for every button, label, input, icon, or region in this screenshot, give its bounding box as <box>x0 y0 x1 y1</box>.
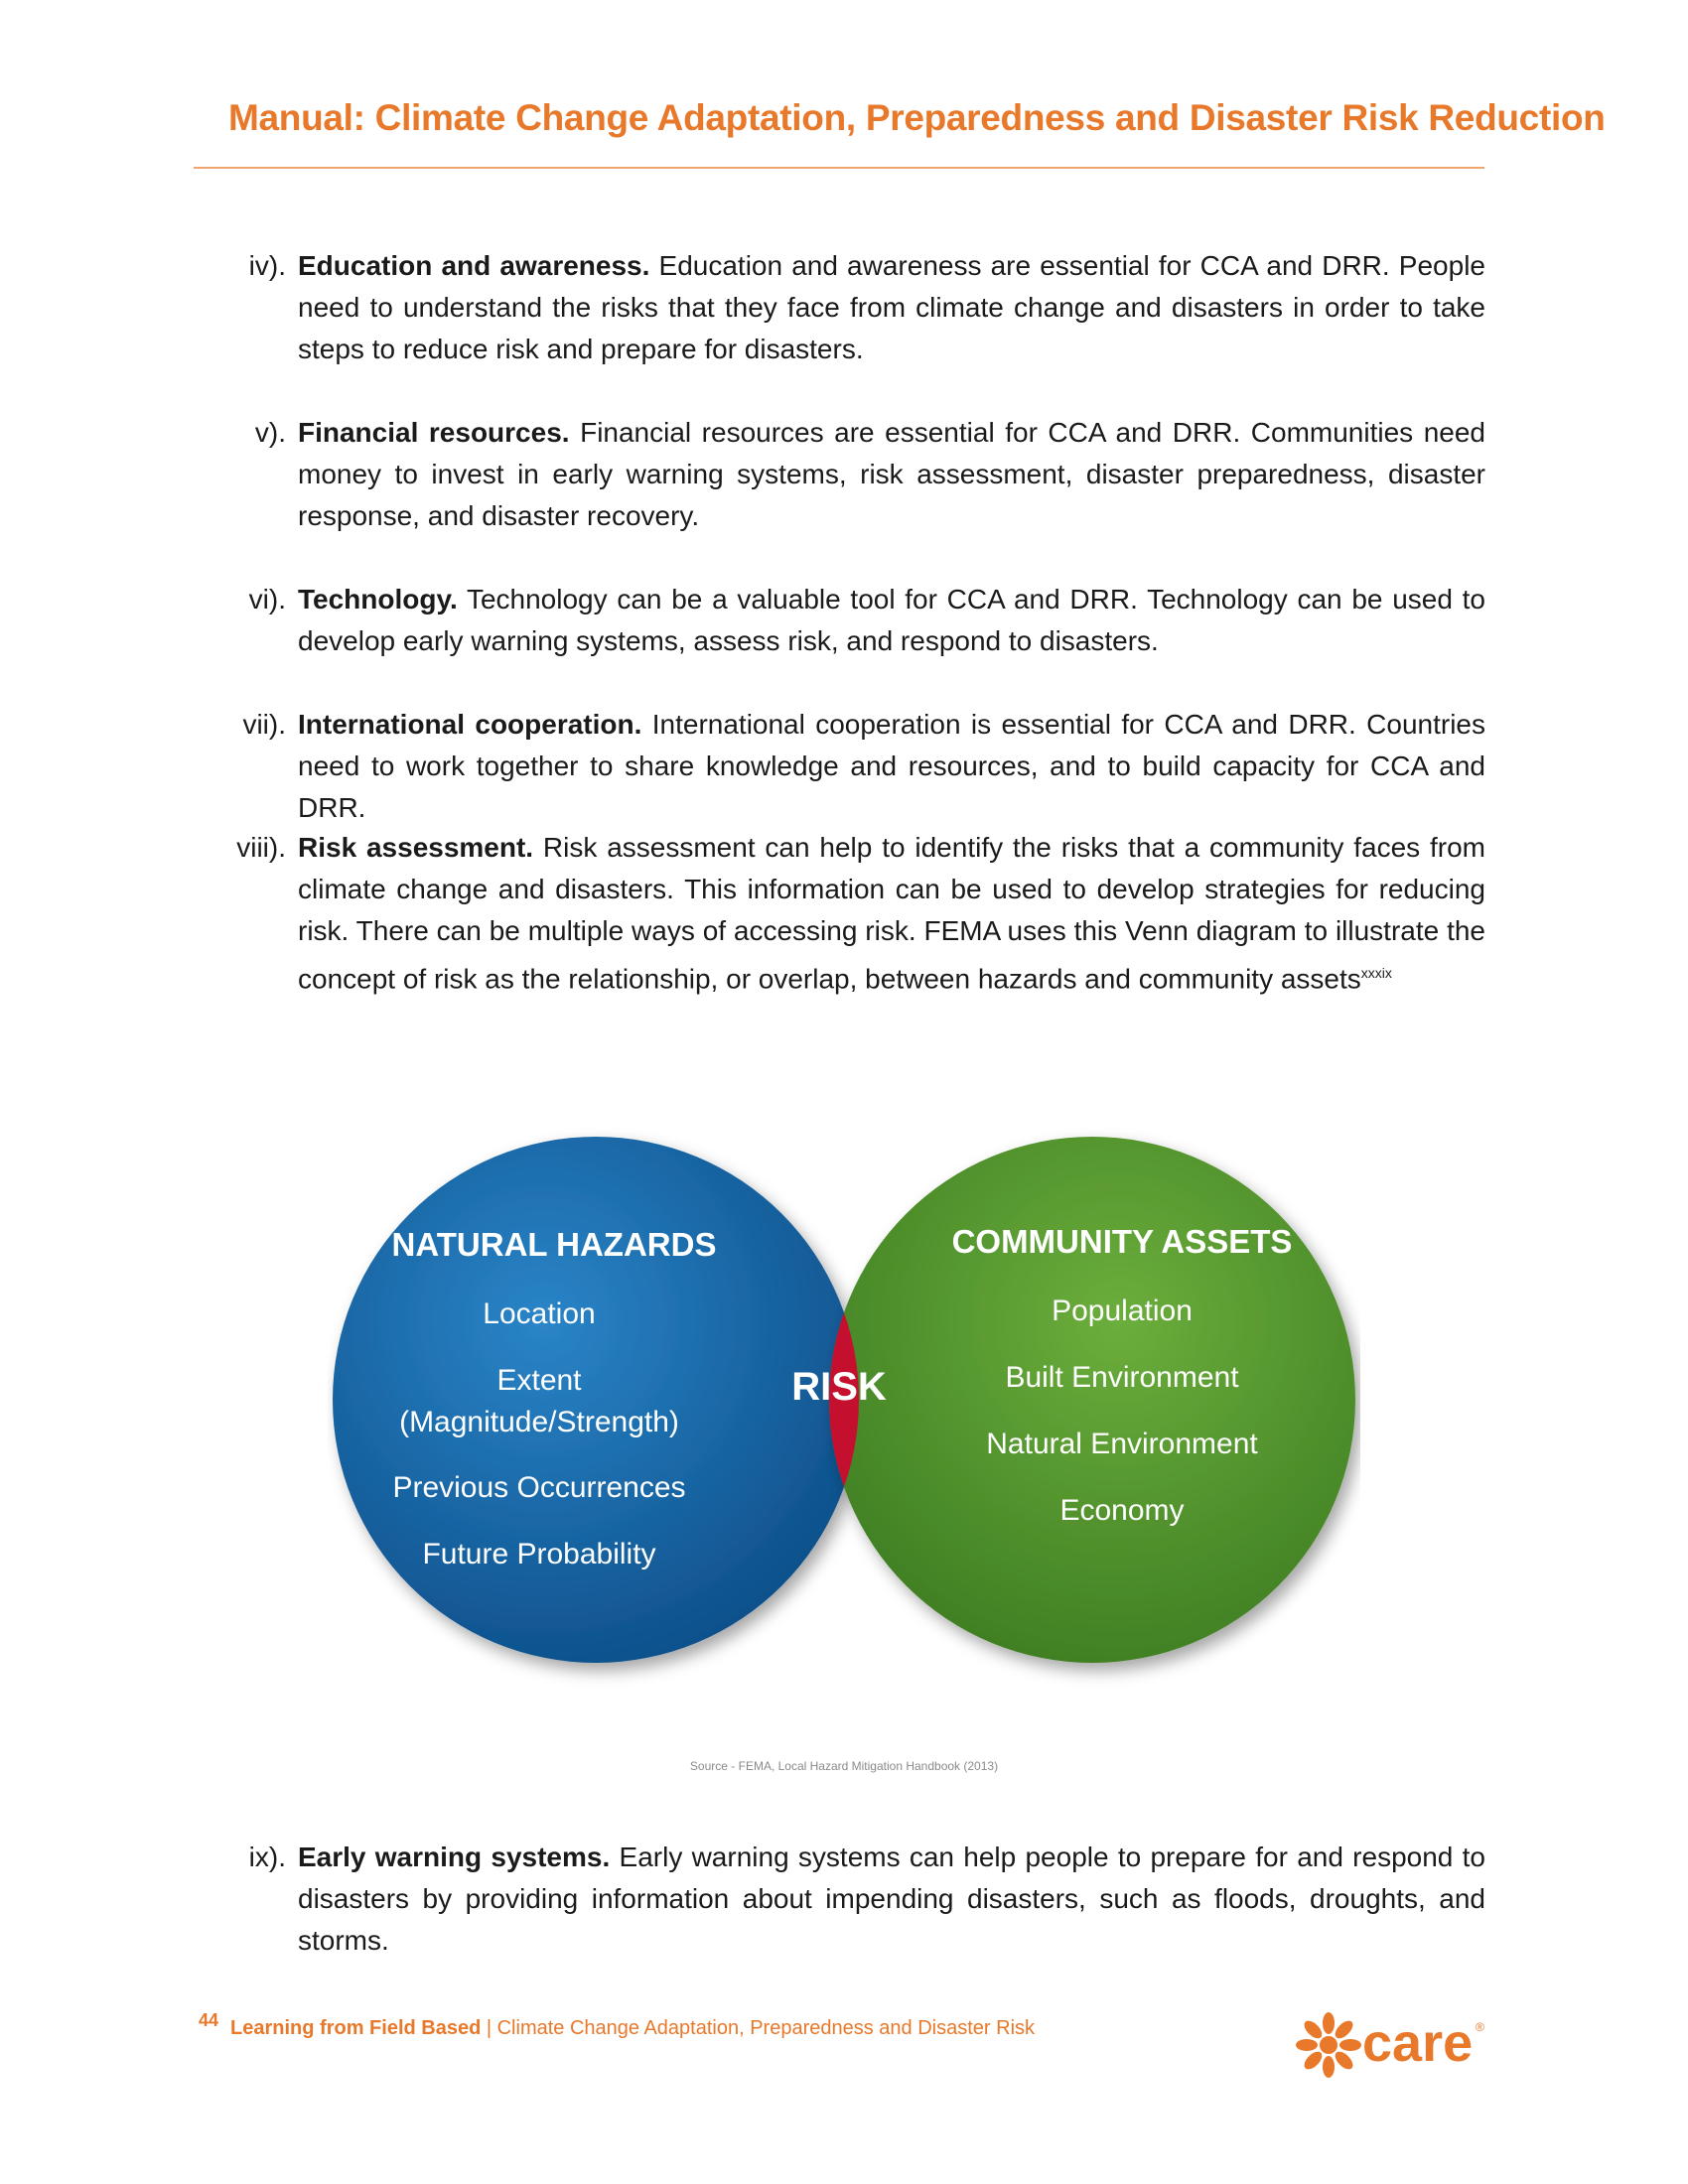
page-header-title: Manual: Climate Change Adaptation, Preparedness and Disaster Risk Reduction <box>228 97 1606 138</box>
list-item <box>226 245 1485 370</box>
footer-text: Climate Change Adaptation, Preparedness and Disaster Risk <box>496 2017 1036 2039</box>
figure-source: Source - FEMA, Local Hazard Mitigation Handbook (2013) <box>689 1759 999 1773</box>
asset-item: Economy <box>1059 1494 1185 1527</box>
care-logo <box>1291 2005 1489 2085</box>
community-assets-title: COMMUNITY ASSETS <box>951 1223 1293 1260</box>
hazard-item: Location <box>483 1297 596 1330</box>
item-term: Risk assessment. <box>298 832 534 863</box>
footnote-ref: xxxix <box>1360 965 1392 981</box>
item-number: ix). <box>248 1842 286 1872</box>
item-number: v). <box>254 417 286 448</box>
care-star-icon <box>1296 2012 1361 2078</box>
item-number: viii). <box>236 832 286 863</box>
list-item <box>226 1837 1485 1962</box>
list-item <box>226 827 1485 1000</box>
item-term: Technology. <box>298 584 458 614</box>
hazard-item: Future Probability <box>422 1538 656 1570</box>
page-number: 44 <box>199 2010 219 2030</box>
item-term: Education and awareness. <box>298 250 650 281</box>
risk-label: RISK <box>791 1365 887 1409</box>
item-number: iv). <box>248 250 286 281</box>
item-text: Risk assessment can help to identify the risks that a community faces from climate change and disasters. This information can be used to develop strategies for reducing risk. There can be multiple ways of accessing risk. FEMA uses this Venn diagram to illustrate the concept of risk as the relationship, or overlap, between hazards and community assets <box>298 832 1485 995</box>
item-number: vii). <box>242 709 286 740</box>
registered-mark: ® <box>1476 2020 1484 2034</box>
list-item <box>226 579 1485 662</box>
item-term: Financial resources. <box>298 417 570 448</box>
item-text: Financial resources are essential for CCA and DRR. Communities need money to invest in early warning systems, risk assessment, disaster preparedness, disaster response, and disaster recovery. <box>298 417 1485 531</box>
risk-venn-diagram <box>328 1062 1360 1717</box>
asset-item: Built Environment <box>1005 1361 1239 1394</box>
header-divider <box>194 167 1484 169</box>
item-number: vi). <box>248 584 286 614</box>
item-text: Education and awareness are essential for CCA and DRR. People need to understand the risks that they face from climate change and disasters in order to take steps to reduce risk and prepare for disasters. <box>298 250 1485 364</box>
list-item <box>226 412 1485 537</box>
list-item <box>226 704 1485 829</box>
hazard-item: Extent <box>496 1364 582 1397</box>
item-text: Early warning systems can help people to prepare for and respond to disasters by providing information about impending disasters, such as floods, droughts, and storms. <box>298 1842 1485 1956</box>
hazard-item: (Magnitude/Strength) <box>399 1406 679 1438</box>
asset-item: Population <box>1052 1295 1193 1327</box>
natural-hazards-circle <box>333 1137 859 1663</box>
asset-item: Natural Environment <box>986 1428 1258 1460</box>
footer-separator: | <box>481 2017 497 2039</box>
footer-bold-text: Learning from Field Based <box>230 2017 482 2039</box>
item-text: International cooperation is essential for CCA and DRR. Countries need to work together to share knowledge and resources, and to build capacity for CCA and DRR. <box>298 709 1485 823</box>
natural-hazards-title: NATURAL HAZARDS <box>391 1226 717 1263</box>
page-footer <box>199 2010 1036 2040</box>
hazard-item: Previous Occurrences <box>392 1471 686 1504</box>
care-wordmark: care <box>1362 2013 1474 2073</box>
item-term: Early warning systems. <box>298 1842 611 1872</box>
item-term: International cooperation. <box>298 709 642 740</box>
item-text: Technology can be a valuable tool for CCA and DRR. Technology can be used to develop early warning systems, assess risk, and respond to disasters. <box>298 584 1485 656</box>
community-assets-circle <box>829 1137 1355 1663</box>
